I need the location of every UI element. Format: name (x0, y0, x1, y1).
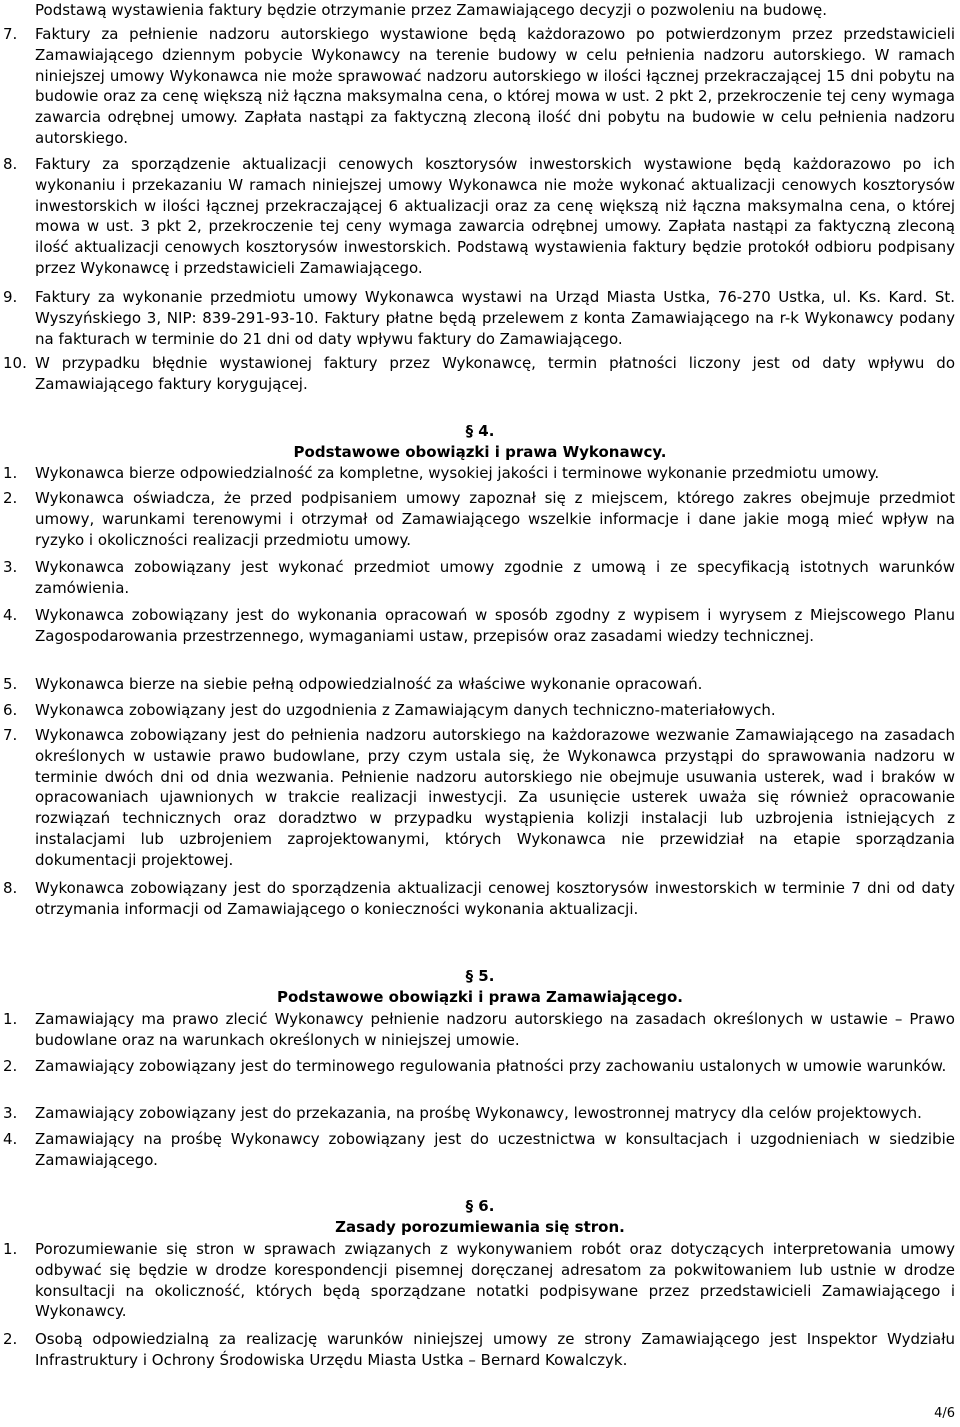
item-text: Wykonawca zobowiązany jest wykonać przedmiot umowy zgodnie z umową i ze specyfikacją istotnych warunków zamówienia. (35, 558, 955, 597)
item-number: 6. (3, 701, 18, 719)
section-heading (0, 421, 960, 463)
item-number: 8. (3, 879, 18, 897)
item-text: Zamawiający zobowiązany jest do terminowego regulowania płatności przy zachowaniu ustalonych w umowie warunków. (35, 1057, 947, 1075)
item-number: 1. (3, 464, 18, 482)
item-text: Wykonawca bierze na siebie pełną odpowiedzialność za właściwe wykonanie opracowań. (35, 675, 703, 693)
section-number: § 4. (465, 422, 495, 440)
item-text: Zamawiający ma prawo zlecić Wykonawcy pełnienie nadzoru autorskiego na zasadach określonych w ustawie – Prawo budowlane oraz na warunkach określonych w niniejszej umowie. (35, 1010, 955, 1049)
item-number: 7. (3, 726, 18, 744)
item-number: 7. (3, 25, 18, 43)
item-text: Wykonawca zobowiązany jest do sporządzenia aktualizacji cenowej kosztorysów inwestorskich w terminie 7 dni od daty otrzymania informacji od Zamawiającego o konieczności wykonania aktualizacji. (35, 879, 955, 918)
item-text: Wykonawca bierze odpowiedzialność za kompletne, wysokiej jakości i terminowe wykonanie przedmiotu umowy. (35, 464, 880, 482)
item-text: W przypadku błędnie wystawionej faktury przez Wykonawcę, termin płatności liczony jest od daty wpływu do Zamawiającego faktury korygującej. (35, 354, 955, 393)
item-number: 3. (3, 1104, 18, 1122)
item-text: Faktury za wykonanie przedmiotu umowy Wykonawca wystawi na Urząd Miasta Ustka, 76-270 Ustka, ul. Ks. Kard. St. Wyszyńskiego 3, NIP: 839-291-93-10. Faktury płatne będą przelewem z konta Zamawiającego na r-k Wykonawcy podany na fakturach w terminie do 21 dni od daty wpływu faktury do Zamawiającego. (35, 288, 955, 348)
item-number: 2. (3, 1057, 18, 1075)
paragraph-continuation: Podstawą wystawienia faktury będzie otrzymanie przez Zamawiającego decyzji o pozwoleniu na budowę. (35, 1, 828, 19)
item-text: Wykonawca zobowiązany jest do uzgodnienia z Zamawiającym danych techniczno-materiałowych. (35, 701, 776, 719)
item-number: 1. (3, 1240, 18, 1258)
section-number: § 5. (465, 967, 495, 985)
section-number: § 6. (465, 1197, 495, 1215)
item-number: 10. (3, 354, 27, 372)
item-text: Osobą odpowiedzialną za realizację warunków niniejszej umowy ze strony Zamawiającego jest Inspektor Wydziału Infrastruktury i Ochrony Środowiska Urzędu Miasta Ustka – Bernard Kowalczyk. (35, 1330, 955, 1369)
item-number: 2. (3, 489, 18, 507)
page-number: 4/6 (934, 1406, 955, 1421)
section-title: Podstawowe obowiązki i prawa Wykonawcy. (293, 442, 667, 461)
item-text: Porozumiewanie się stron w sprawach związanych z wykonywaniem robót oraz dotyczących interpretowania umowy odbywać się będzie w drodze korespondencji pisemnej doręczanej adresatom za pokwitowaniem lub ustnie w drodze konsultacji na okoliczność, których będą sporządzane notatki podpisywane przez przedstawicieli Zamawiającego i Wykonawcy. (35, 1240, 955, 1321)
item-text: Faktury za sporządzenie aktualizacji cenowych kosztorysów inwestorskich wystawione będą każdorazowo po ich wykonaniu i przekazaniu W ramach niniejszej umowy Wykonawca nie może wykonać aktualizacji cenowych kosztorysów inwestorskich w ilości łącznej przekraczającej 6 aktualizacji oraz za cenę większą niż łączna maksymalna cena, o której mowa w ust. 3 pkt 2, przekroczenie tej ceny wymaga zawarcia odrębnej umowy. Zapłata nastąpi za faktyczną zleconą ilość aktualizacji cenowych kosztorysów inwestorskich. Podstawą wystawienia faktury będzie protokół odbioru podpisany przez Wykonawcę i przedstawicieli Zamawiającego. (35, 155, 955, 277)
section-heading (0, 1196, 960, 1238)
item-number: 4. (3, 606, 18, 624)
item-text: Wykonawca oświadcza, że przed podpisaniem umowy zapoznał się z miejscem, którego zakres obejmuje przedmiot umowy, warunkami terenowymi i otrzymał od Zamawiającego wszelkie informacje i dane jakie mogą mieć wpływ na ryzyko i okoliczności realizacji przedmiotu umowy. (35, 489, 955, 549)
item-number: 9. (3, 288, 18, 306)
item-number: 2. (3, 1330, 18, 1348)
section-title: Podstawowe obowiązki i prawa Zamawiającego. (277, 987, 683, 1006)
section-title: Zasady porozumiewania się stron. (335, 1217, 625, 1236)
item-text: Wykonawca zobowiązany jest do pełnienia nadzoru autorskiego na każdorazowe wezwanie Zamawiającego na zasadach określonych w ustawie prawo budowlane, przy czym ustala się, że Wykonawca przystąpi do sprawowania nadzoru w terminie dwóch dni od dnia wezwania. Pełnienie nadzoru autorskiego nie obejmuje usuwania usterek, wad i braków w opracowaniach ujawnionych w trakcie realizacji inwestycji. Za usunięcie usterek uważa się również opracowanie rozwiązań technicznych oraz doradztwo w przypadku wystąpienia kolizji instalacji lub uzbrojenia istniejących z instalacjami lub uzbrojeniem zaprojektowanymi, których Wykonawca nie przewidział na etapie sporządzania dokumentacji projektowej. (35, 726, 955, 869)
item-number: 3. (3, 558, 18, 576)
section-heading (0, 966, 960, 1008)
item-number: 8. (3, 155, 18, 173)
item-text: Faktury za pełnienie nadzoru autorskiego wystawione będą każdorazowo po potwierdzonym przez przedstawicieli Zamawiającego dziennym pobycie Wykonawcy na terenie budowy w celu pełnienia nadzoru autorskiego. W ramach niniejszej umowy Wykonawca nie może sprawować nadzoru autorskiego w ilości łącznej przekraczającej 15 dni pobytu na budowie oraz za cenę większą niż łączna maksymalna cena, o której mowa w ust. 2 pkt 2, przekroczenie tej ceny wymaga zawarcia odrębnej umowy. Zapłata nastąpi za faktyczną zleconą ilość dni pobytu na budowie w celu pełnienia nadzoru autorskiego. (35, 25, 955, 147)
item-text: Zamawiający zobowiązany jest do przekazania, na prośbę Wykonawcy, lewostronnej matrycy dla celów projektowych. (35, 1104, 922, 1122)
item-number: 5. (3, 675, 18, 693)
item-number: 4. (3, 1130, 18, 1148)
item-text: Zamawiający na prośbę Wykonawcy zobowiązany jest do uczestnictwa w konsultacjach i uzgodnieniach w siedzibie Zamawiającego. (35, 1130, 955, 1169)
item-number: 1. (3, 1010, 18, 1028)
item-text: Wykonawca zobowiązany jest do wykonania opracowań w sposób zgodny z wypisem i wyrysem z Miejscowego Planu Zagospodarowania przestrzennego, wymaganiami ustaw, przepisów oraz zasadami wiedzy technicznej. (35, 606, 955, 645)
